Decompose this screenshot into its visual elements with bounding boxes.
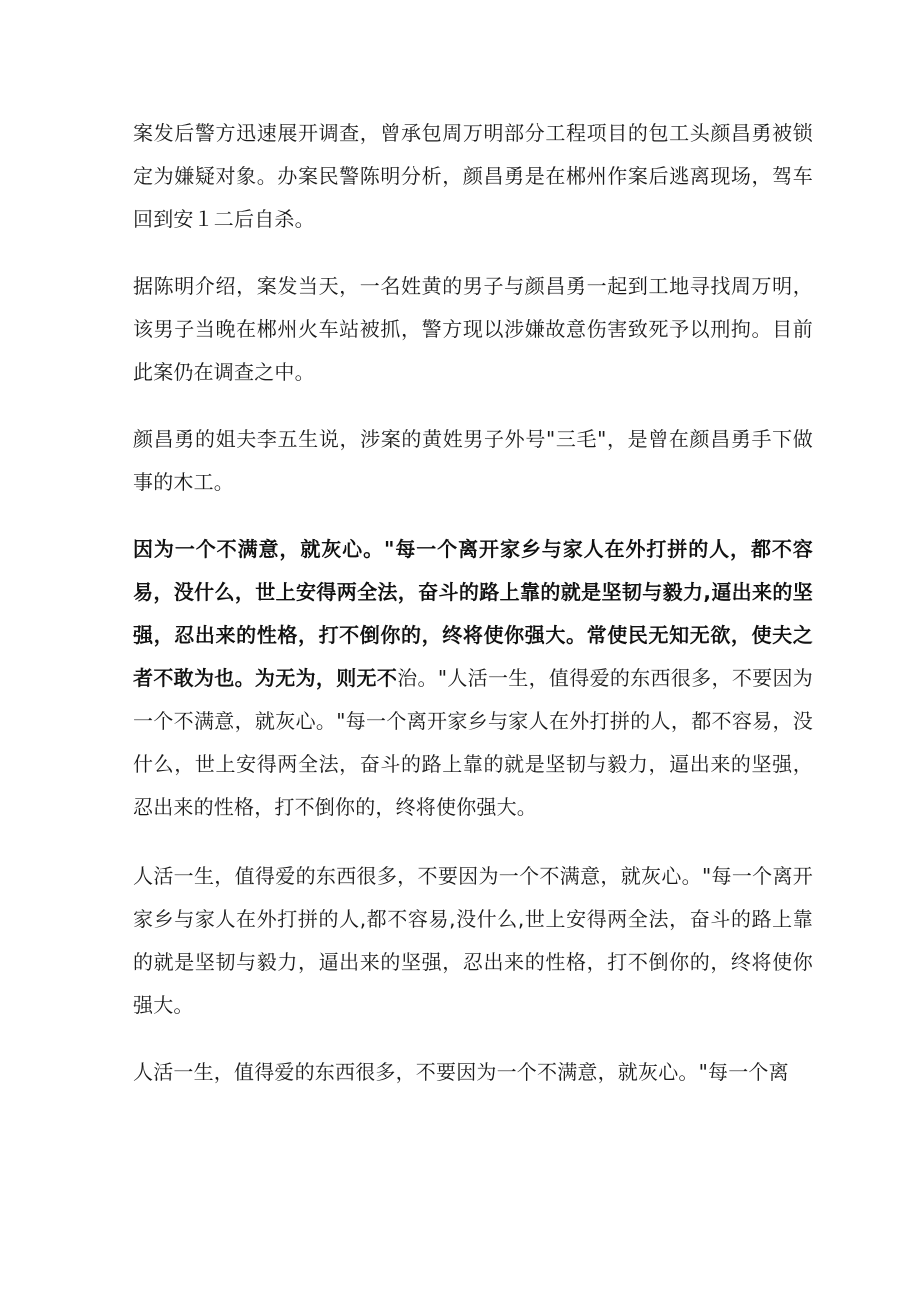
document-body [133, 112, 813, 1118]
paragraph-text: 案发后警方迅速展开调查，曾承包周万明部分工程项目的包工头颜昌勇被锁定为嫌疑对象。办案民警陈明分析，颜昌勇是在郴州作案后逃离现场，驾车回到安１二后自杀。 [133, 121, 813, 231]
paragraph-bold-text: 因为一个不满意，就灰心。"每一个离开家乡与家人在外打拼的人，都不容易，没什么，世上安得两全法，奋斗的路上靠的就是坚韧与毅力,逼出来的坚强，忍出来的性格，打不倒你的，终将使你强大。常使民无知无欲，使夫之者不敢为也。为无为，则无不 [133, 537, 813, 690]
paragraph-text: 人活一生，值得爱的东西很多，不要因为一个不满意，就灰心。"每一个离 [133, 1060, 789, 1084]
paragraph-text: 据陈明介绍，案发当天，一名姓黄的男子与颜昌勇一起到工地寻找周万明，该男子当晚在郴州火车站被抓，警方现以涉嫌故意伤害致死予以刑拘。目前此案仍在调查之中。 [133, 274, 813, 384]
paragraph-text: 颜昌勇的姐夫李五生说，涉案的黄姓男子外号"三毛"，是曾在颜昌勇手下做事的木工。 [133, 427, 813, 494]
paragraph-li-wusheng [133, 418, 813, 504]
paragraph-chen-ming-intro [133, 265, 813, 394]
paragraph-investigation [133, 112, 813, 241]
paragraph-normal-text: 治。"人活一生，值得爱的东西很多，不要因为一个不满意，就灰心。"每一个离开家乡与家人在外打拼的人，都不容易，没什么，世上安得两全法，奋斗的路上靠的就是坚韧与毅力，逼出来的坚强，忍出来的性格，打不倒你的，终将使你强大。 [133, 666, 813, 819]
paragraph-motivational-bold [133, 528, 813, 829]
paragraph-motivational-truncated [133, 1051, 813, 1094]
paragraph-text: 人活一生，值得爱的东西很多，不要因为一个不满意，就灰心。"每一个离开家乡与家人在外打拼的人,都不容易,没什么,世上安得两全法，奋斗的路上靠的就是坚韧与毅力，逼出来的坚强，忍出来的性格，打不倒你的，终将使你强大。 [133, 864, 813, 1017]
paragraph-motivational [133, 855, 813, 1027]
